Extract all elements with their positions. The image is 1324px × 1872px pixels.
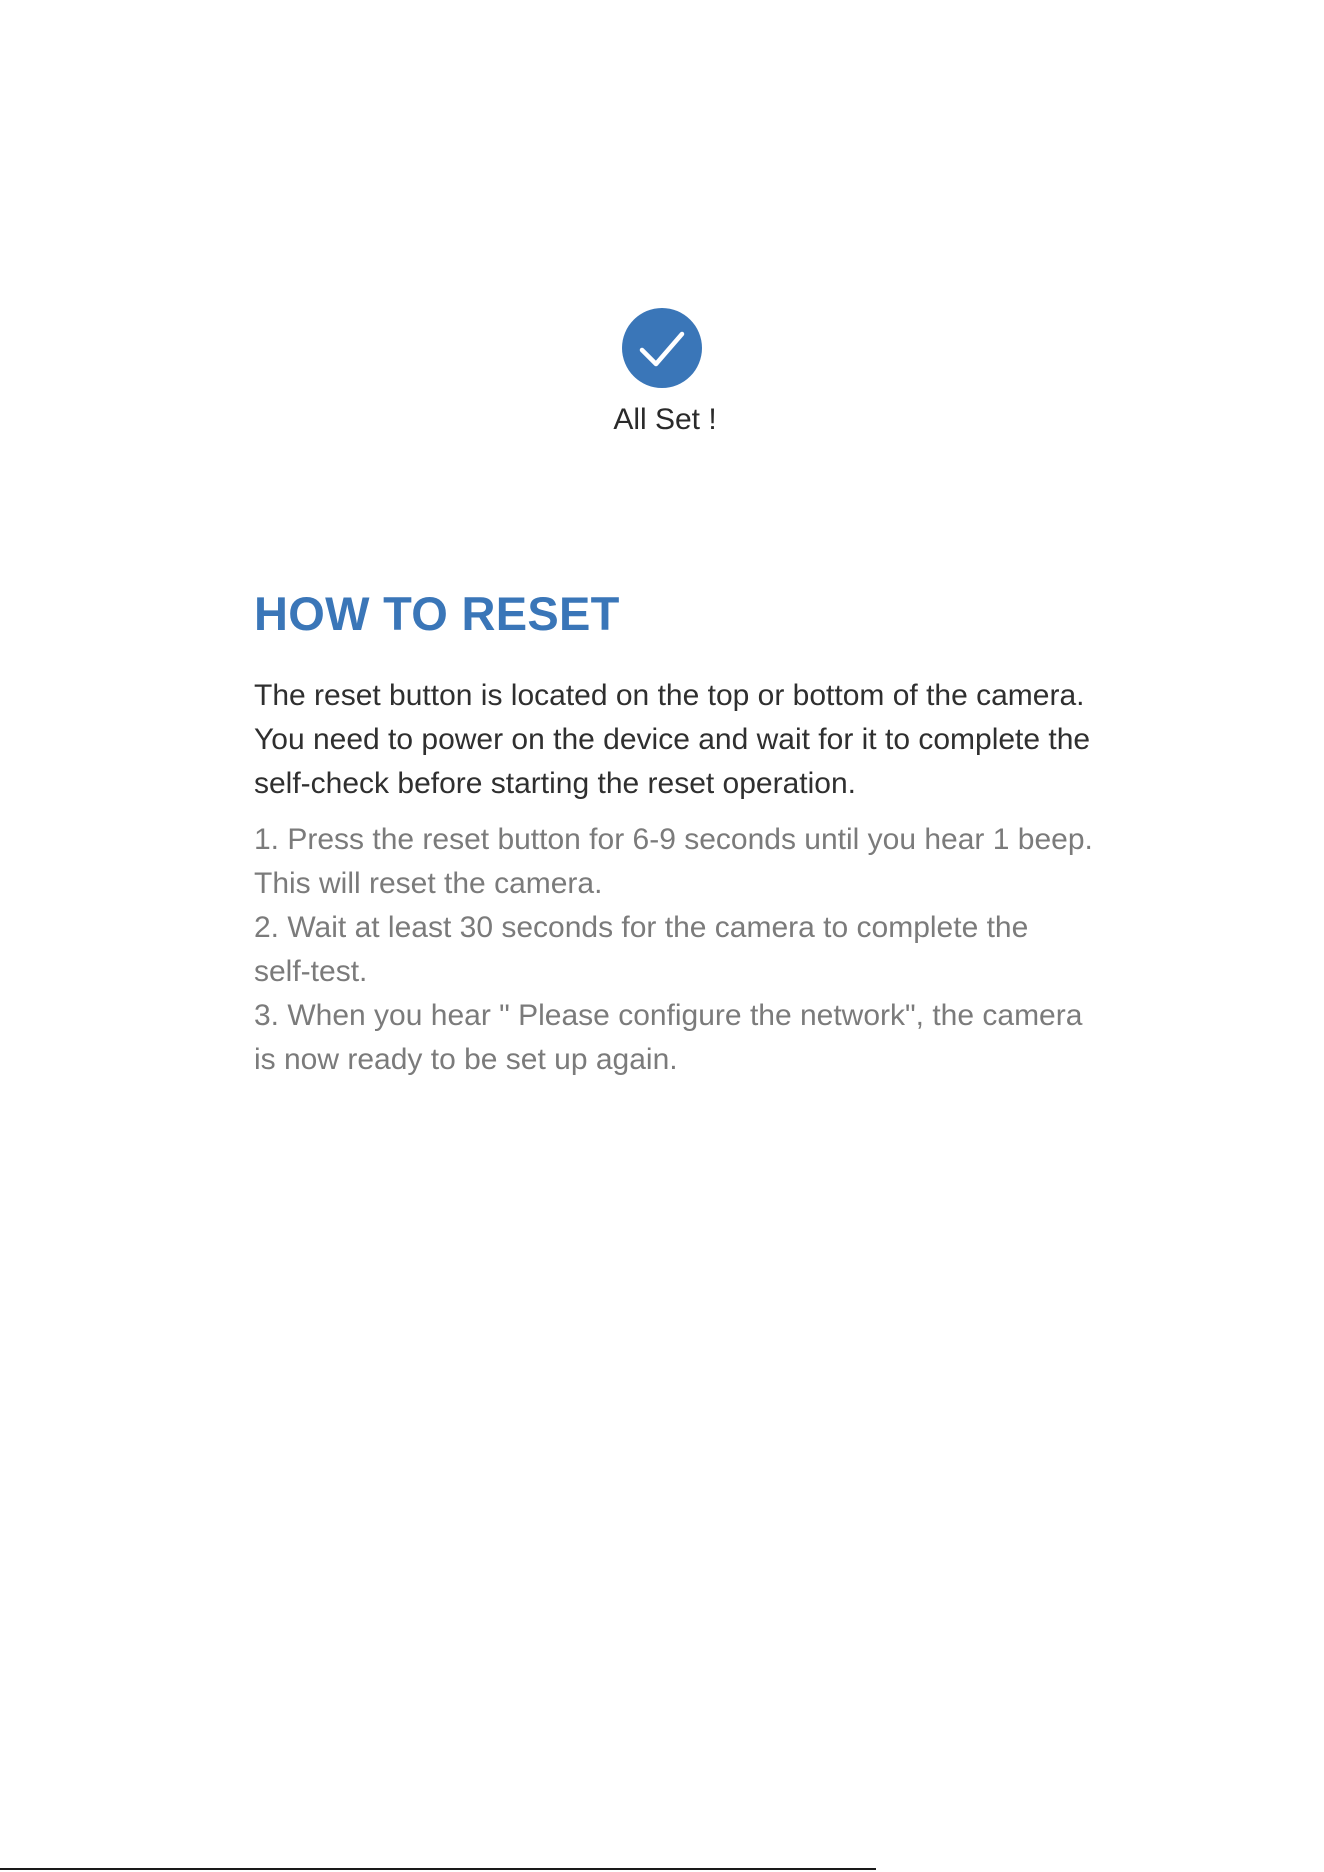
status-label: All Set !	[613, 403, 717, 436]
intro-paragraph	[254, 674, 1214, 806]
step-line: 2. Wait at least 30 seconds for the camera to complete the	[254, 911, 1029, 944]
intro-line: You need to power on the device and wait for it to complete the	[254, 723, 1091, 756]
step-line: This will reset the camera.	[254, 867, 603, 900]
section-heading: HOW TO RESET	[254, 587, 620, 640]
status-block	[0, 308, 1324, 438]
intro-line: The reset button is located on the top or bottom of the camera.	[254, 679, 1085, 712]
step-line: is now ready to be set up again.	[254, 1043, 678, 1076]
steps-list	[254, 818, 1214, 1082]
reset-instructions	[254, 582, 1214, 1082]
step-line: 1. Press the reset button for 6-9 seconds until you hear 1 beep.	[254, 823, 1093, 856]
intro-line: self-check before starting the reset operation.	[254, 767, 856, 800]
check-circle-icon	[622, 308, 702, 388]
step-line: self-test.	[254, 955, 368, 988]
footer-divider	[0, 1868, 876, 1870]
step-line: 3. When you hear " Please configure the network", the camera	[254, 999, 1083, 1032]
